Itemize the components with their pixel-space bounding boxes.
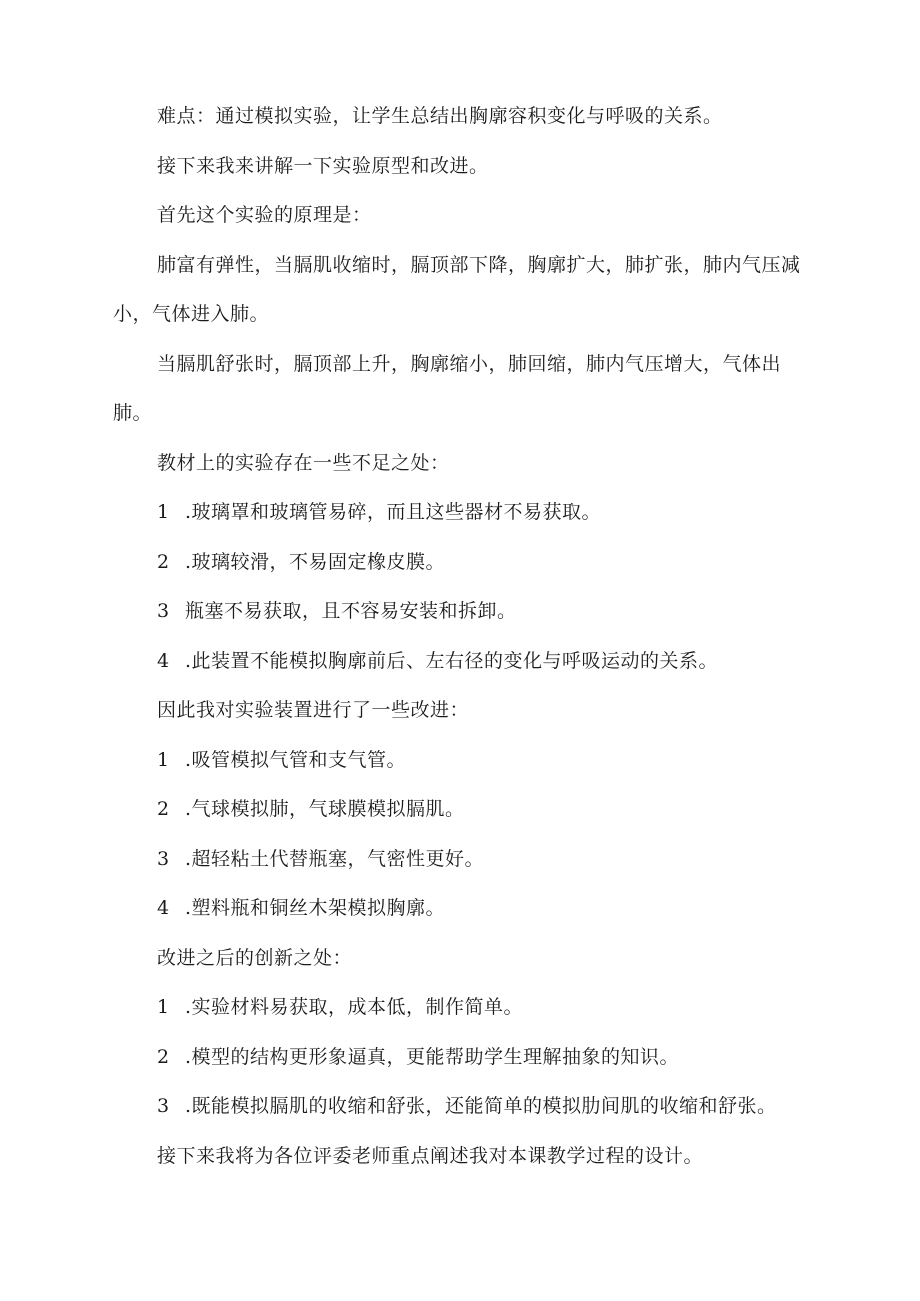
list-number: 3 [157, 1095, 170, 1117]
list-number: 2 [157, 1046, 170, 1068]
closing-paragraph: 接下来我将为各位评委老师重点阐述我对本课教学过程的设计。 [157, 1145, 704, 1167]
list-text: .玻璃罩和玻璃管易碎，而且这些器材不易获取。 [185, 501, 602, 523]
improvements-heading: 因此我对实验装置进行了一些改进： [157, 699, 470, 721]
innovation-item-2 [157, 1045, 679, 1069]
improvement-item-4 [157, 896, 445, 920]
intro-prototype-paragraph: 接下来我来讲解一下实验原型和改进。 [157, 155, 489, 177]
list-number: 2 [157, 551, 170, 573]
shortcomings-heading: 教材上的实验存在一些不足之处： [157, 452, 450, 474]
list-number: 2 [157, 798, 170, 820]
improvement-item-2 [157, 797, 465, 821]
principle-paragraph-2-line-1: 当膈肌舒张时，膈顶部上升，胸廓缩小，肺回缩，肺内气压增大，气体出 [157, 353, 782, 375]
shortcoming-item-2 [157, 550, 445, 574]
list-text: 瓶塞不易获取，且不容易安装和拆卸。 [185, 600, 517, 622]
principle-heading: 首先这个实验的原理是： [157, 204, 372, 226]
difficulty-paragraph: 难点：通过模拟实验，让学生总结出胸廓容积变化与呼吸的关系。 [157, 105, 723, 127]
list-text: .此装置不能模拟胸廓前后、左右径的变化与呼吸运动的关系。 [185, 650, 719, 672]
improvement-item-3 [157, 847, 484, 871]
list-text: .玻璃较滑，不易固定橡皮膜。 [185, 551, 446, 573]
innovations-heading: 改进之后的创新之处： [157, 947, 353, 969]
list-text: .塑料瓶和铜丝木架模拟胸廓。 [185, 897, 446, 919]
list-number: 4 [157, 897, 170, 919]
shortcoming-item-4 [157, 649, 718, 673]
list-number: 1 [157, 749, 170, 771]
improvement-item-1 [157, 748, 406, 772]
list-number: 1 [157, 501, 170, 523]
principle-paragraph-2-line-2: 肺。 [113, 402, 153, 424]
list-text: .实验材料易获取，成本低，制作简单。 [185, 996, 524, 1018]
innovation-item-1 [157, 995, 523, 1019]
list-text: .气球模拟肺，气球膜模拟膈肌。 [185, 798, 465, 820]
innovation-item-3 [157, 1094, 777, 1118]
list-number: 3 [157, 848, 170, 870]
list-number: 1 [157, 996, 170, 1018]
principle-paragraph-1-line-2: 小，气体进入肺。 [113, 303, 270, 325]
list-text: .吸管模拟气管和支气管。 [185, 749, 407, 771]
list-text: .既能模拟膈肌的收缩和舒张，还能简单的模拟肋间肌的收缩和舒张。 [185, 1095, 777, 1117]
list-text: .模型的结构更形象逼真，更能帮助学生理解抽象的知识。 [185, 1046, 680, 1068]
principle-paragraph-1-line-1: 肺富有弹性，当膈肌收缩时，膈顶部下降，胸廓扩大，肺扩张，肺内气压减 [157, 254, 801, 276]
shortcoming-item-3 [157, 599, 517, 623]
shortcoming-item-1 [157, 500, 601, 524]
list-number: 4 [157, 650, 170, 672]
list-text: .超轻粘土代替瓶塞，气密性更好。 [185, 848, 485, 870]
list-number: 3 [157, 600, 170, 622]
